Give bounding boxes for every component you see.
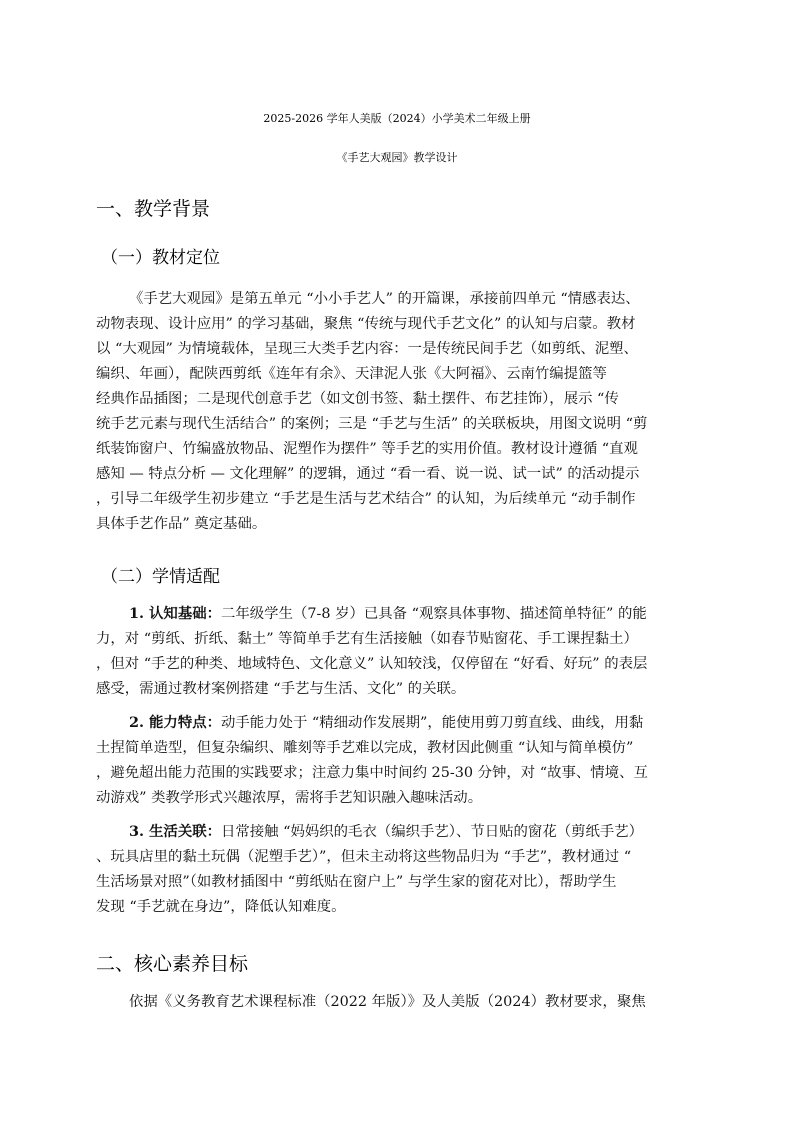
list-item-text: 动手能力处于 “精细动作发展期”，能使用剪刀剪直线、曲线，用黏 bbox=[221, 715, 644, 731]
document-subtitle: 《手艺大观园》教学设计 bbox=[336, 151, 458, 164]
list-item-label: 3. 生活关联： bbox=[129, 823, 221, 840]
list-item bbox=[129, 712, 643, 734]
list-item-text: 日常接触 “妈妈织的毛衣（编织手艺）、节日贴的窗花（剪纸手艺） bbox=[221, 824, 644, 840]
paragraph-line: 具体手艺作品” 奠定基础。 bbox=[96, 516, 267, 532]
paragraph-line: 统手艺元素与现代生活结合” 的案例；三是 “手艺与生活” 的关联板块，用图文说明 “剪 bbox=[96, 416, 648, 432]
list-item-label: 1. 认知基础： bbox=[129, 605, 221, 622]
paragraph-line: 动物表现、设计应用” 的学习基础，聚焦 “传统与现代手艺文化” 的认知与启蒙。教材 bbox=[96, 316, 636, 332]
document-title: 2025-2026 学年人美版（2024）小学美术二年级上册 bbox=[263, 112, 531, 125]
paragraph-line: 力，对 “剪纸、折纸、黏土” 等简单手艺有生活接触（如春节贴窗花、手工课捏黏土） bbox=[96, 631, 638, 647]
paragraph-line: ，避免超出能力范围的实践要求；注意力集中时间约 25-30 分钟，对 “故事、情境、互 bbox=[96, 765, 648, 781]
list-item bbox=[129, 603, 647, 625]
paragraph-line: ，引导二年级学生初步建立 “手艺是生活与艺术结合” 的认知，为后续单元 “动手制作 bbox=[96, 491, 636, 507]
paragraph-line: 感受，需通过教材案例搭建 “手艺与生活、文化” 的关联。 bbox=[96, 681, 466, 697]
paragraph-line: 发现 “手艺就在身边”，降低认知难度。 bbox=[96, 899, 346, 915]
list-item-label: 2. 能力特点： bbox=[129, 714, 221, 731]
section-heading-background: 一、教学背景 bbox=[96, 198, 211, 220]
paragraph-line: 生活场景对照”（如教材插图中 “剪纸贴在窗户上” 与学生家的窗花对比），帮助学生 bbox=[96, 874, 617, 890]
paragraph-line: 经典作品插图；二是现代创意手艺（如文创书签、黏土摆件、布艺挂饰），展示 “传 bbox=[96, 391, 619, 407]
paragraph-line: 纸装饰窗户、竹编盛放物品、泥塑作为摆件” 等手艺的实用价值。教材设计遵循 “直观 bbox=[96, 441, 638, 457]
subsection-heading-learners: （二）学情适配 bbox=[101, 567, 220, 587]
list-item bbox=[129, 821, 643, 843]
paragraph-line: 依据《义务教育艺术课程标准（2022 年版）》及人美版（2024）教材要求，聚焦 bbox=[129, 994, 646, 1010]
list-item-text: 二年级学生（7-8 岁）已具备 “观察具体事物、描述简单特征” 的能 bbox=[221, 606, 647, 622]
paragraph-line: 、玩具店里的黏土玩偶（泥塑手艺）”，但未主动将这些物品归为 “手艺”，教材通过 “ bbox=[96, 849, 632, 865]
paragraph-line: 土捏简单造型，但复杂编织、雕刻等手艺难以完成，教材因此侧重 “认知与简单模仿” bbox=[96, 740, 634, 756]
paragraph-line: 感知 — 特点分析 — 文化理解” 的逻辑，通过 “看一看、说一说、试一试” 的活动提示 bbox=[96, 466, 640, 482]
paragraph-line: 动游戏” 类教学形式兴趣浓厚，需将手艺知识融入趣味活动。 bbox=[96, 790, 483, 806]
subsection-heading-textbook: （一）教材定位 bbox=[101, 248, 220, 268]
paragraph-line: 以 “大观园” 为情境载体，呈现三大类手艺内容：一是传统民间手艺（如剪纸、泥塑、 bbox=[96, 341, 638, 357]
paragraph-line: ，但对 “手艺的种类、地域特色、文化意义” 认知较浅，仅停留在 “好看、好玩” 的表层 bbox=[96, 656, 648, 672]
paragraph-line: 编织、年画），配陕西剪纸《连年有余》、天津泥人张《大阿福》、云南竹编提篮等 bbox=[96, 366, 607, 382]
section-heading-objectives: 二、核心素养目标 bbox=[96, 953, 249, 975]
paragraph-line: 《手艺大观园》是第五单元 “小小手艺人” 的开篇课，承接前四单元 “情感表达、 bbox=[129, 291, 640, 307]
